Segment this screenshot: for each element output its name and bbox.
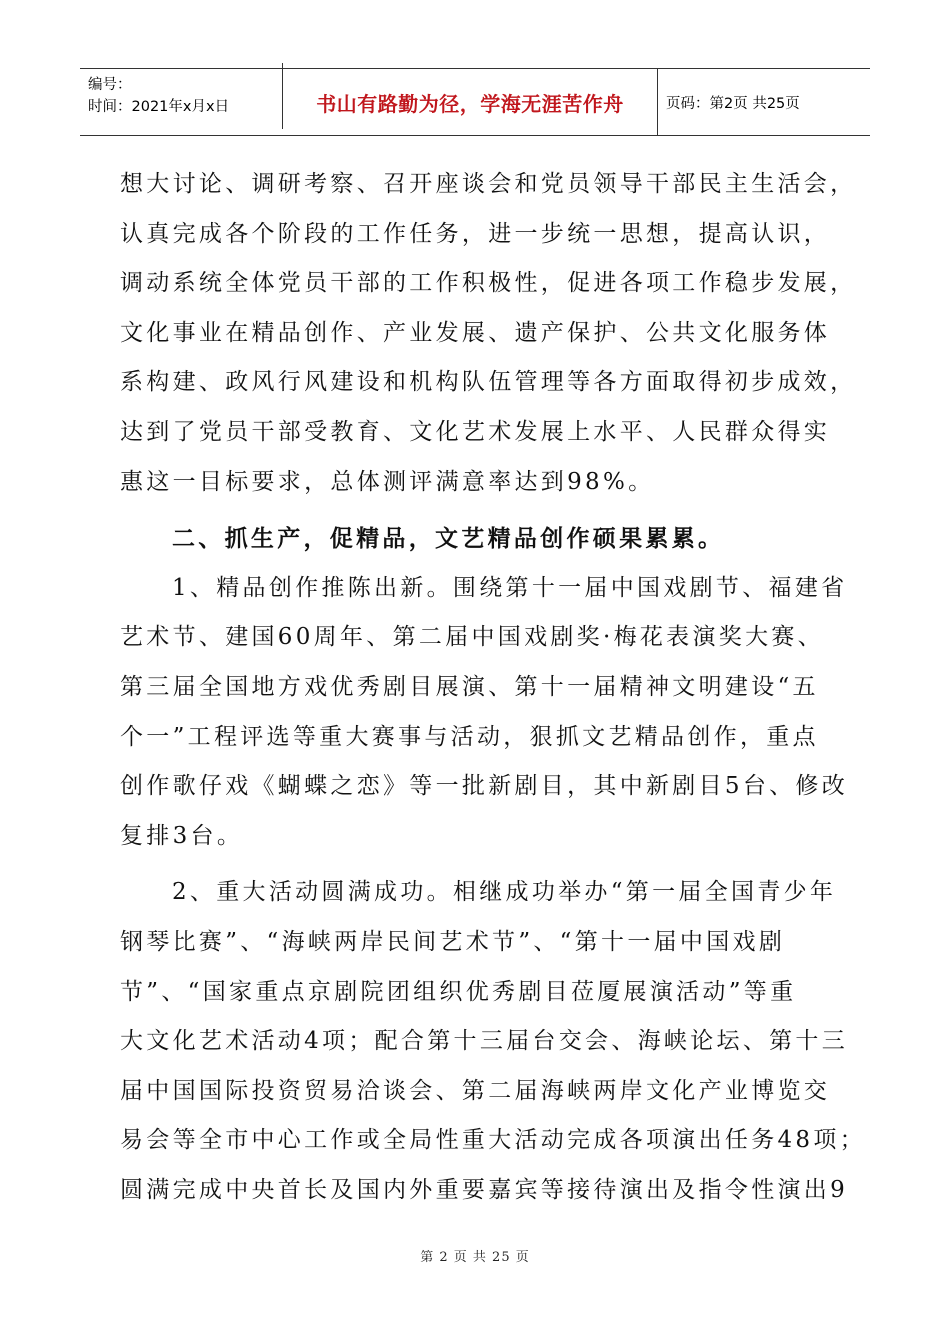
page-footer: 第 2 页 共 25 页 [420,1250,530,1265]
document-number-label: 编号： [88,77,132,93]
section-heading: 二、抓生产，促精品，文艺精品创作硕果累累。 [172,525,725,553]
text-line: 想大讨论、调研考察、召开座谈会和党员领导干部民主生活会， [120,171,857,197]
page-header [80,68,870,136]
text-line: 文化事业在精品创作、产业发展、遗产保护、公共文化服务体 [120,319,831,346]
text-line: 惠这一目标要求，总体测评满意率达到98%。 [120,468,655,495]
text-line: 2、重大活动圆满成功。相继成功举办“第一届全国青少年 [172,879,837,906]
text-line: 个一”工程评选等重大赛事与活动，狠抓文艺精品创作，重点 [120,723,819,750]
text-line: 调动系统全体党员干部的工作积极性，促进各项工作稳步发展， [120,270,857,297]
document-body [120,160,866,1215]
text-line: 达到了党员干部受教育、文化艺术发展上水平、人民群众得实 [120,418,831,445]
text-line: 节”、“国家重点京剧院团组织优秀剧目莅厦展演活动”等重 [120,978,797,1005]
header-page-code: 页码：第2页 共25页 [666,95,800,112]
text-line: 创作歌仔戏《蝴蝶之恋》等一批新剧目，其中新剧目5台、修改 [120,773,849,800]
text-line: 易会等全市中心工作或全局性重大活动完成各项演出任务48项； [120,1127,866,1154]
text-line: 届中国国际投资贸易洽谈会、第二届海峡两岸文化产业博览交 [120,1077,831,1104]
header-motto: 书山有路勤为径，学海无涯苦作舟 [283,69,658,135]
header-meta [80,63,283,129]
document-time-label: 时间：2021年x月x日 [88,99,230,115]
text-line: 钢琴比赛”、“海峡两岸民间艺术节”、“第十一届中国戏剧 [120,928,786,955]
text-line: 1、精品创作推陈出新。围绕第十一届中国戏剧节、福建省 [172,574,848,601]
text-line: 第三届全国地方戏优秀剧目展演、第十一届精神文明建设“五 [120,673,819,700]
text-line: 圆满完成中央首长及国内外重要嘉宾等接待演出及指令性演出9 [120,1176,849,1203]
paragraph-gap [120,507,832,514]
text-line: 大文化艺术活动4项；配合第十三届台交会、海峡论坛、第十三 [120,1028,849,1055]
paragraph-gap [120,861,832,868]
text-line: 系构建、政风行风建设和机构队伍管理等各方面取得初步成效， [120,369,857,396]
text-line: 认真完成各个阶段的工作任务，进一步统一思想，提高认识， [120,220,831,247]
text-line: 复排3台。 [120,822,244,849]
text-line: 艺术节、建国60周年、第二届中国戏剧奖·梅花表演奖大赛、 [120,624,824,651]
